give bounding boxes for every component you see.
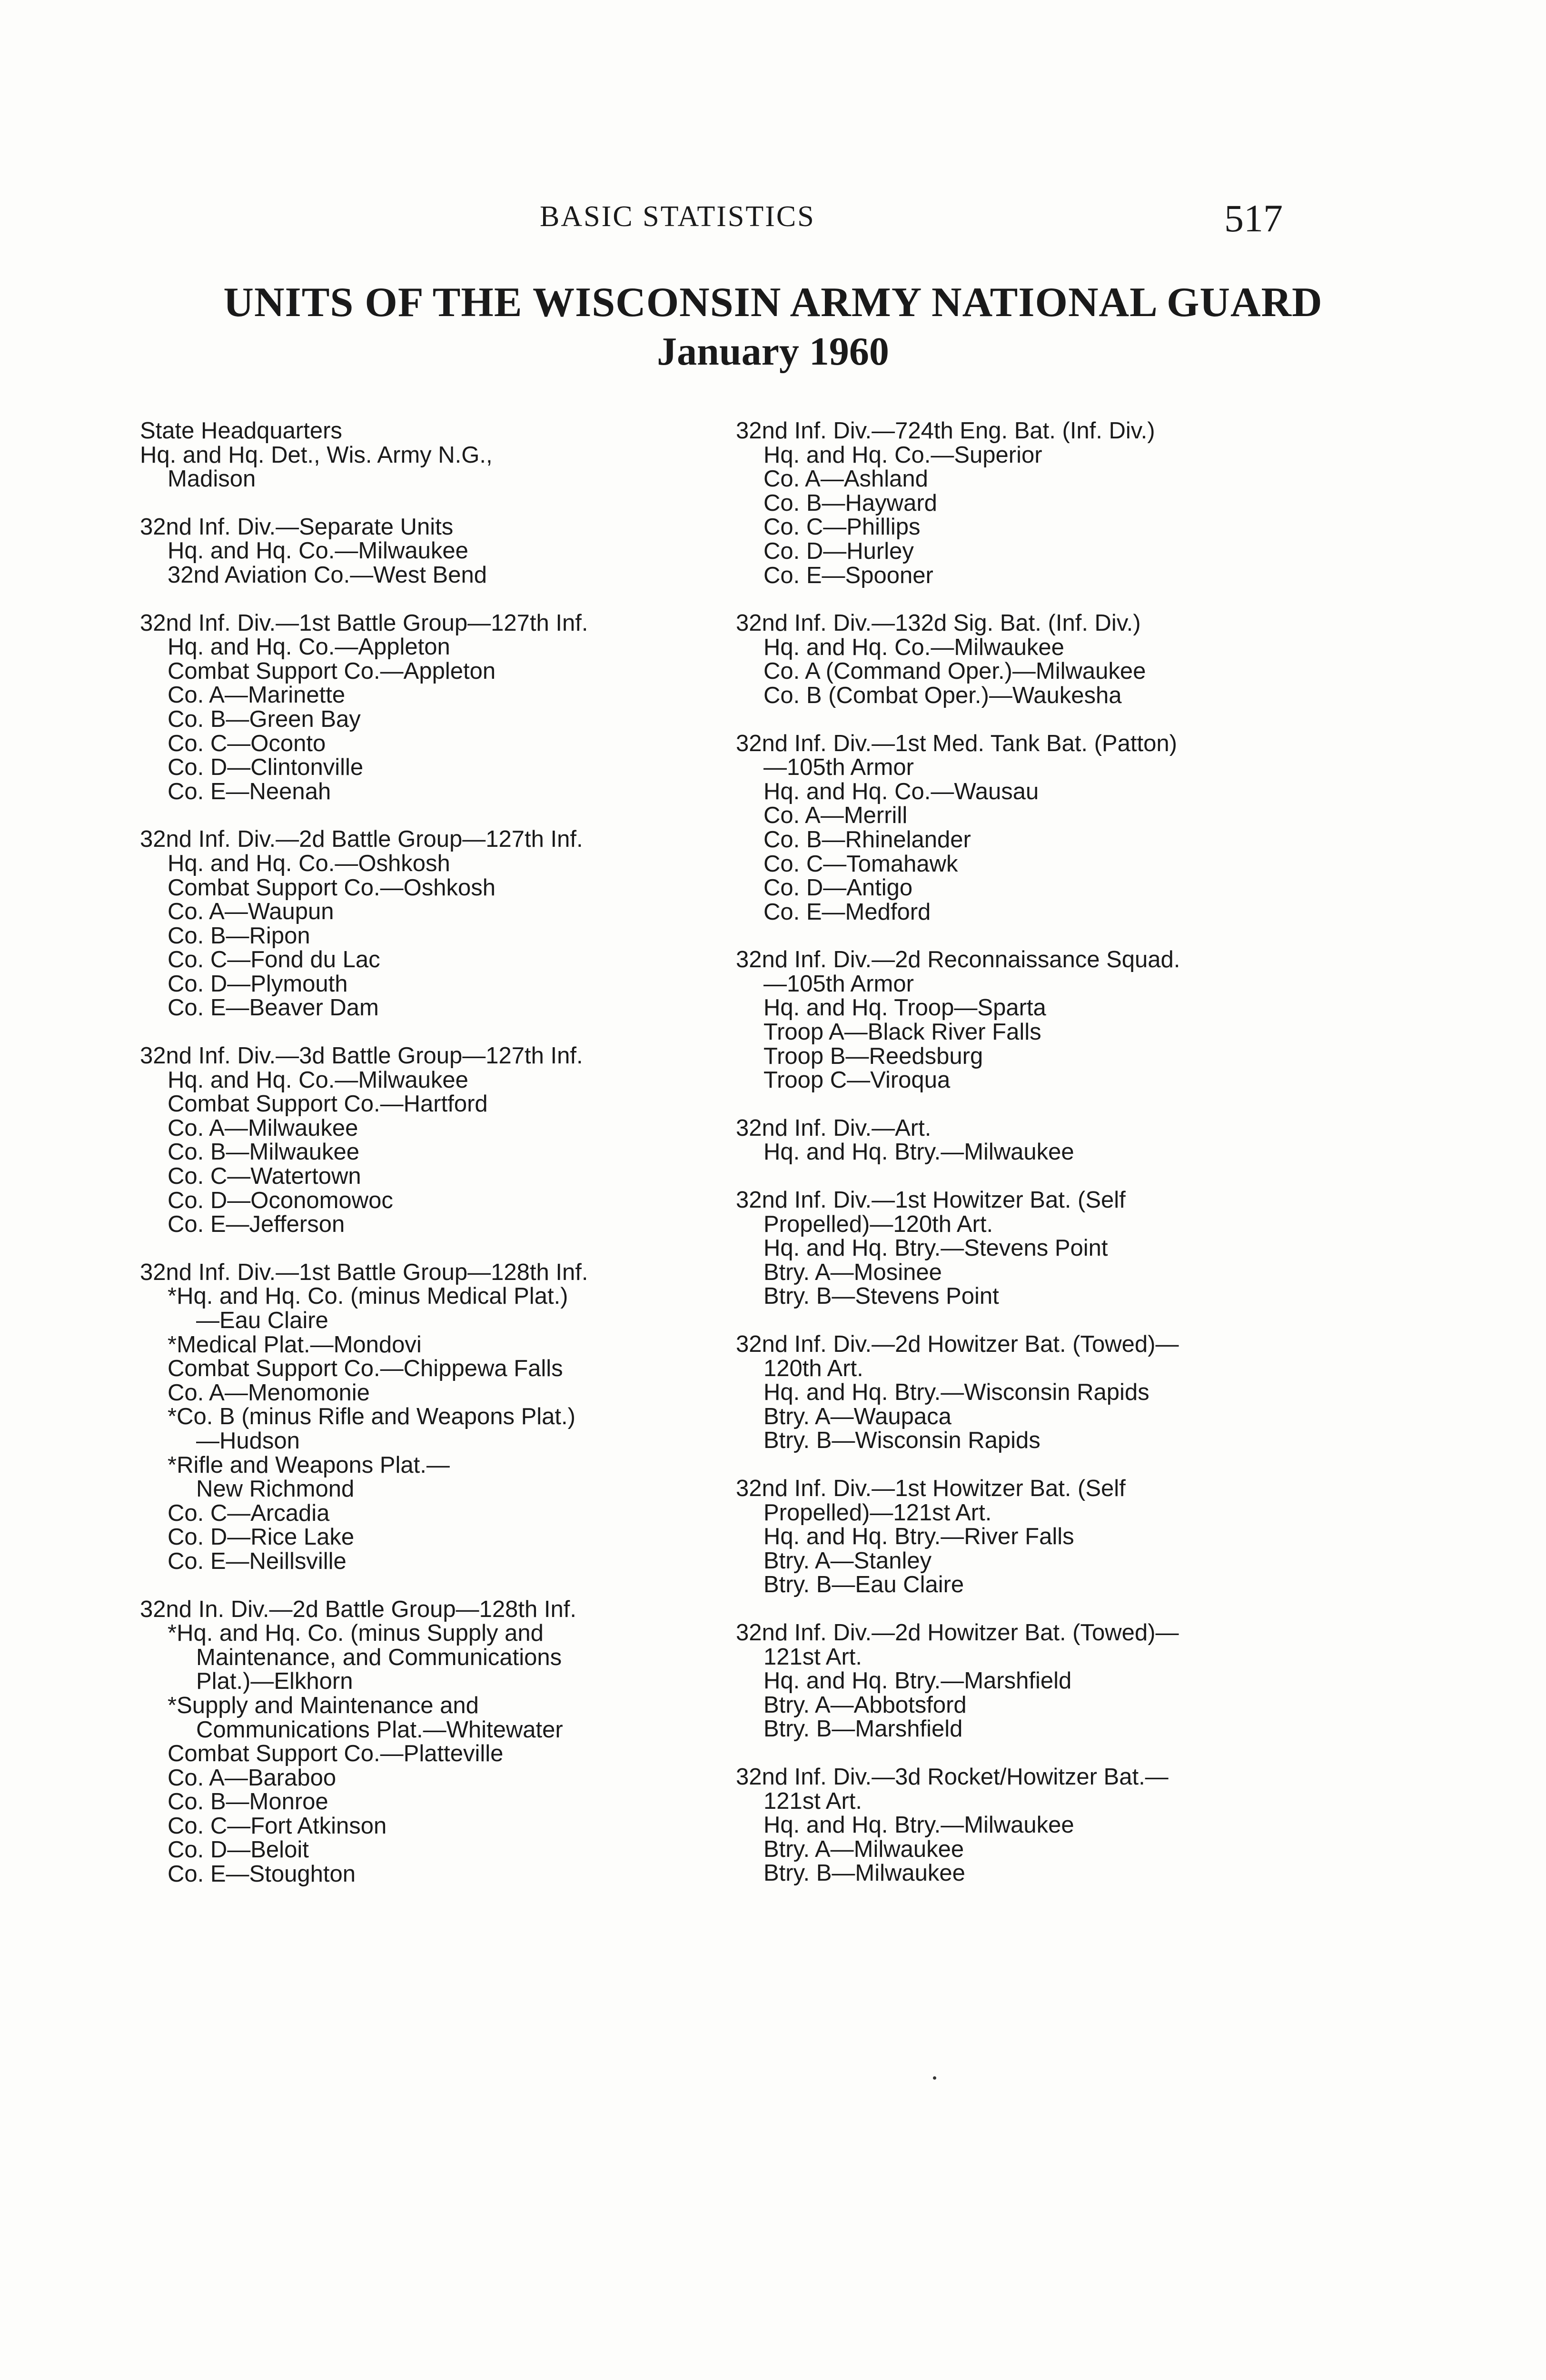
unit-heading: 32nd Inf. Div.—1st Battle Group—128th Inf. [140,1259,588,1285]
left-column [140,419,692,1910]
unit-line: Madison [168,466,256,492]
stray-mark [933,2076,936,2080]
unit-entry [736,611,1290,707]
unit-line: Co. B—Monroe [168,1789,328,1815]
unit-heading: 32nd Inf. Div.—Art. [736,1115,932,1141]
unit-line: *Supply and Maintenance and [168,1692,479,1718]
unit-entry [736,1477,1290,1597]
unit-line: 120th Art. [763,1355,863,1381]
unit-line: Hq. and Hq. Det., Wis. Army N.G., [140,442,493,468]
unit-line: Btry. A—Stanley [763,1547,932,1574]
unit-line: Co. A—Marinette [168,682,346,708]
unit-line: Hq. and Hq. Btry.—Milwaukee [763,1812,1074,1838]
unit-heading: 32nd In. Div.—2d Battle Group—128th Inf. [140,1596,577,1622]
unit-line: Co. C—Fond du Lac [168,947,380,973]
unit-heading: 32nd Inf. Div.—2d Reconnaissance Squad. [736,947,1180,973]
unit-heading: 32nd Inf. Div.—1st Med. Tank Bat. (Patton) [736,730,1177,756]
unit-line: Btry. A—Waupaca [763,1403,951,1429]
unit-line: Co. B—Ripon [168,922,310,949]
unit-entry [140,611,692,804]
unit-line: *Hq. and Hq. Co. (minus Supply and [168,1620,544,1646]
unit-line: Maintenance, and Communications [196,1644,562,1670]
unit-heading: 32nd Inf. Div.—132d Sig. Bat. (Inf. Div.) [736,610,1141,636]
unit-line: *Co. B (minus Rifle and Weapons Plat.) [168,1404,575,1430]
unit-heading: 32nd Inf. Div.—2d Howitzer Bat. (Towed)— [736,1619,1179,1646]
page-subtitle: January 1960 [657,329,889,374]
unit-line: Co. C—Phillips [763,514,921,540]
unit-entry [140,1260,692,1574]
unit-entry [140,1597,692,1886]
unit-line: —Eau Claire [196,1308,328,1333]
unit-heading: 32nd Inf. Div.—1st Battle Group—127th Inf. [140,610,588,636]
unit-line: Co. A—Ashland [763,466,928,492]
unit-line: Hq. and Hq. Co.—Milwaukee [168,1067,468,1093]
unit-heading: 32nd Inf. Div.—3d Battle Group—127th Inf. [140,1043,583,1069]
unit-line: Hq. and Hq. Co.—Superior [763,442,1042,468]
unit-heading: 32nd Inf. Div.—1st Howitzer Bat. (Self [736,1187,1126,1213]
unit-line: Co. D—Rice Lake [168,1524,355,1550]
unit-heading: 32nd Inf. Div.—3d Rocket/Howitzer Bat.— [736,1764,1169,1790]
right-column [736,419,1290,1909]
unit-line: Combat Support Co.—Oshkosh [168,874,496,901]
unit-heading: State Headquarters [140,418,342,444]
unit-line: Co. E—Medford [763,899,931,925]
unit-line: Co. A (Command Oper.)—Milwaukee [763,658,1146,684]
unit-line: Co. C—Arcadia [168,1500,330,1526]
unit-line: Btry. B—Stevens Point [763,1283,999,1309]
unit-line: Co. B—Milwaukee [168,1139,360,1165]
unit-line: Hq. and Hq. Btry.—Milwaukee [763,1139,1074,1165]
unit-line: Troop C—Viroqua [763,1067,951,1093]
unit-entry [140,515,692,587]
unit-line: Co. D—Hurley [763,538,914,564]
unit-line: Combat Support Co.—Appleton [168,658,496,684]
unit-line: Plat.)—Elkhorn [196,1668,353,1695]
unit-line: Co. B—Rhinelander [763,826,971,853]
unit-line: Combat Support Co.—Hartford [168,1091,488,1117]
unit-entry [140,419,692,491]
unit-line: Troop A—Black River Falls [763,1019,1041,1045]
unit-line: Co. E—Neillsville [168,1548,347,1574]
unit-line: Co. A—Waupun [168,899,334,925]
unit-line: Btry. B—Milwaukee [763,1860,965,1886]
page-title: UNITS OF THE WISCONSIN ARMY NATIONAL GUARD [223,279,1323,326]
unit-entry [736,419,1290,587]
unit-line: Hq. and Hq. Btry.—Wisconsin Rapids [763,1379,1150,1406]
unit-line: *Rifle and Weapons Plat.— [168,1452,450,1478]
unit-line: Co. B—Hayward [763,490,937,516]
unit-heading: 32nd Inf. Div.—Separate Units [140,514,454,540]
unit-line: Hq. and Hq. Btry.—Marshfield [763,1668,1072,1694]
unit-entry [736,1116,1290,1164]
unit-line: Hq. and Hq. Troop—Sparta [763,995,1046,1021]
unit-line: Btry. B—Eau Claire [763,1572,964,1598]
unit-line: Co. D—Beloit [168,1837,309,1863]
unit-line: Communications Plat.—Whitewater [196,1716,563,1743]
unit-line: Btry. A—Milwaukee [763,1836,964,1862]
unit-line: 121st Art. [763,1644,862,1670]
unit-line: Co. E—Spooner [763,562,933,588]
unit-entry [736,948,1290,1092]
running-header: BASIC STATISTICS [540,200,815,233]
unit-line: Hq. and Hq. Btry.—River Falls [763,1524,1074,1550]
unit-line: Troop B—Reedsburg [763,1043,983,1069]
unit-line: Hq. and Hq. Co.—Appleton [168,634,450,660]
unit-line: Co. C—Fort Atkinson [168,1813,387,1839]
unit-line: Hq. and Hq. Co.—Milwaukee [763,634,1064,660]
unit-line: New Richmond [196,1476,355,1502]
unit-line: Co. C—Tomahawk [763,851,958,877]
unit-line: Combat Support Co.—Platteville [168,1741,504,1767]
unit-line: Btry. A—Mosinee [763,1259,942,1285]
unit-line: Co. D—Clintonville [168,754,364,781]
unit-line: Co. E—Beaver Dam [168,995,379,1021]
unit-line: Co. D—Plymouth [168,971,348,997]
unit-line: Co. A—Merrill [763,803,908,829]
unit-heading: 32nd Inf. Div.—724th Eng. Bat. (Inf. Div.) [736,418,1155,444]
unit-line: Btry. B—Marshfield [763,1716,963,1742]
unit-entry [736,1765,1290,1885]
unit-line: Hq. and Hq. Co.—Oshkosh [168,850,450,876]
unit-entry [736,1621,1290,1741]
unit-line: Propelled)—121st Art. [763,1499,992,1526]
unit-line: Hq. and Hq. Co.—Milwaukee [168,538,468,564]
unit-line: Co. E—Stoughton [168,1861,356,1887]
unit-line: Co. B (Combat Oper.)—Waukesha [763,682,1122,708]
unit-line: Btry. A—Abbotsford [763,1692,967,1718]
unit-entry [736,1188,1290,1309]
unit-entry [140,827,692,1020]
unit-line: Co. C—Oconto [168,730,326,756]
unit-entry [140,1044,692,1237]
unit-heading: 32nd Inf. Div.—2d Battle Group—127th Inf. [140,826,583,853]
unit-line: Co. A—Milwaukee [168,1115,358,1141]
unit-line: *Hq. and Hq. Co. (minus Medical Plat.) [168,1283,568,1309]
unit-line: Combat Support Co.—Chippewa Falls [168,1356,563,1382]
unit-line: Co. C—Watertown [168,1163,361,1190]
unit-entry [736,732,1290,924]
unit-line: Co. A—Menomonie [168,1379,370,1406]
unit-line: Hq. and Hq. Co.—Wausau [763,778,1039,804]
unit-entry [736,1332,1290,1453]
unit-line: —105th Armor [763,971,914,997]
unit-heading: 32nd Inf. Div.—2d Howitzer Bat. (Towed)— [736,1331,1179,1357]
unit-line: Co. D—Antigo [763,875,913,901]
unit-line: Co. E—Neenah [168,778,331,804]
unit-line: —105th Armor [763,754,914,781]
unit-line: —Hudson [196,1428,300,1454]
unit-line: Co. A—Baraboo [168,1765,337,1791]
unit-line: Btry. B—Wisconsin Rapids [763,1428,1041,1454]
unit-heading: 32nd Inf. Div.—1st Howitzer Bat. (Self [736,1475,1126,1501]
unit-line: Propelled)—120th Art. [763,1211,993,1237]
unit-line: Co. D—Oconomowoc [168,1187,393,1213]
page-number: 517 [1224,197,1283,240]
unit-line: Co. E—Jefferson [168,1211,345,1238]
unit-line: Hq. and Hq. Btry.—Stevens Point [763,1235,1108,1261]
unit-line: 121st Art. [763,1788,862,1814]
unit-line: 32nd Aviation Co.—West Bend [168,562,487,588]
unit-line: *Medical Plat.—Mondovi [168,1331,422,1358]
unit-line: Co. B—Green Bay [168,706,361,732]
